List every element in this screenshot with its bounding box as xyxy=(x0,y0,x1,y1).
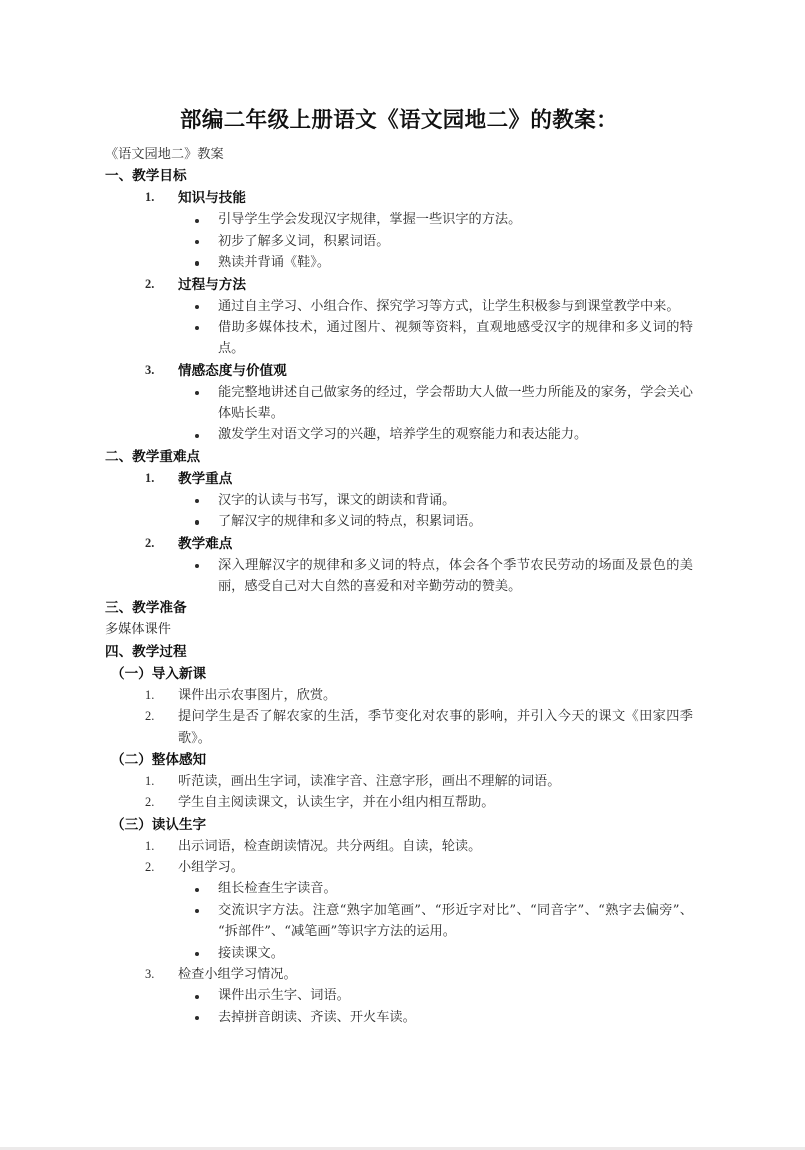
subgroup-label: 情感态度与价值观 xyxy=(178,362,287,379)
list-marker: 3. xyxy=(145,966,155,981)
list-item-text: 引导学生学会发现汉字规律，掌握一些识字的方法。 xyxy=(218,212,522,228)
subgroup-heading-knowledge-skills xyxy=(105,187,693,209)
subgroup-label: 教学难点 xyxy=(178,535,233,552)
subgroup-heading-difficult-points xyxy=(105,533,693,555)
bullet-icon xyxy=(195,952,199,956)
bullet-icon xyxy=(195,995,199,999)
list-item-text: 交流识字方法。注意“熟字加笔画”、“形近字对比”、“同音字”、“熟字去偏旁”、“拆部件”、“减笔画”等识字方法的运用。 xyxy=(218,902,693,940)
bullet-icon xyxy=(195,499,199,503)
bullet-icon xyxy=(195,434,199,438)
subsection-heading-read-recognize-characters: （三）读认生字 xyxy=(111,816,207,833)
list-item xyxy=(105,943,693,964)
list-item xyxy=(105,900,693,943)
list-item xyxy=(105,685,693,706)
bullet-icon xyxy=(195,261,199,265)
list-marker: 2. xyxy=(145,860,155,875)
list-item-text: 课件出示农事图片，欣赏。 xyxy=(178,687,337,703)
bullet-icon xyxy=(195,305,199,309)
list-item xyxy=(105,836,693,857)
list-item-text: 激发学生对语文学习的兴趣，培养学生的观察能力和表达能力。 xyxy=(218,427,588,443)
list-item-text: 了解汉字的规律和多义词的特点，积累词语。 xyxy=(218,514,482,530)
section-heading-process: 四、教学过程 xyxy=(105,643,187,660)
list-item xyxy=(105,857,693,878)
bullet-icon xyxy=(195,520,199,524)
list-item-text: 组长检查生字读音。 xyxy=(218,881,337,897)
list-item-text: 提问学生是否了解农家的生活，季节变化对农事的影响，并引入今天的课文《田家四季歌》。 xyxy=(178,709,693,746)
list-item xyxy=(105,555,693,598)
subgroup-label: 过程与方法 xyxy=(178,276,246,293)
subgroup-heading-process-methods xyxy=(105,274,693,296)
list-item-text: 检查小组学习情况。 xyxy=(178,966,297,982)
bullet-icon xyxy=(195,564,199,568)
list-item-text: 汉字的认读与书写，课文的朗读和背诵。 xyxy=(218,492,456,508)
list-marker: 2. xyxy=(145,709,155,724)
page-title: 部编二年级上册语文《语文园地二》的教案： xyxy=(179,108,618,133)
list-item-text: 小组学习。 xyxy=(178,860,244,876)
subgroup-heading-attitude-values xyxy=(105,360,693,382)
list-item-text: 初步了解多义词，积累词语。 xyxy=(218,233,390,249)
bullet-icon xyxy=(195,391,199,395)
list-item-text: 接读课文。 xyxy=(218,945,284,961)
bullet-icon xyxy=(195,909,199,913)
bullet-icon xyxy=(195,219,199,223)
list-item-text: 出示词语，检查朗读情况。共分两组。自读，轮读。 xyxy=(178,838,482,854)
bullet-icon xyxy=(195,240,199,244)
list-marker: 1. xyxy=(145,470,155,485)
subgroup-label: 知识与技能 xyxy=(178,190,246,207)
list-item xyxy=(105,296,693,317)
section-heading-preparation: 三、教学准备 xyxy=(105,600,187,617)
list-item-text: 去掉拼音朗读、齐读、开火车读。 xyxy=(218,1009,416,1025)
list-item xyxy=(105,252,693,273)
list-item-text: 借助多媒体技术，通过图片、视频等资料，直观地感受汉字的规律和多义词的特点。 xyxy=(218,319,693,357)
subgroup-heading-key-points xyxy=(105,468,693,490)
list-marker: 3. xyxy=(145,362,155,377)
document-body xyxy=(105,0,693,1028)
list-item xyxy=(105,490,693,511)
list-item-text: 听范读，画出生字词，读准字音、注意字形，画出不理解的词语。 xyxy=(178,773,561,789)
list-item-text: 深入理解汉字的规律和多义词的特点，体会各个季节农民劳动的场面及景色的美丽，感受自己对大自然的喜爱和对辛勤劳动的赞美。 xyxy=(218,557,693,594)
list-item-text: 课件出示生字、词语。 xyxy=(218,988,350,1004)
list-item xyxy=(105,209,693,230)
bullet-icon xyxy=(195,888,199,892)
list-item-text: 能完整地讲述自己做家务的经过，学会帮助大人做一些力所能及的家务，学会关心体贴长辈。 xyxy=(218,384,693,422)
subsection-heading-introduce-lesson: （一）导入新课 xyxy=(111,665,207,682)
list-marker: 1. xyxy=(145,190,155,205)
document-subtitle: 《语文园地二》教案 xyxy=(105,147,224,163)
list-marker: 1. xyxy=(145,773,155,788)
list-item xyxy=(105,424,693,445)
subsection-heading-overall-perception: （二）整体感知 xyxy=(111,751,207,768)
list-marker: 2. xyxy=(145,535,155,550)
section-heading-key-difficult-points: 二、教学重难点 xyxy=(105,448,201,465)
section-heading-objectives: 一、教学目标 xyxy=(105,168,187,185)
list-marker: 1. xyxy=(145,687,155,702)
list-item xyxy=(105,706,693,749)
list-item xyxy=(105,878,693,899)
list-item xyxy=(105,771,693,792)
list-item xyxy=(105,1007,693,1028)
list-item-text: 学生自主阅读课文，认读生字，并在小组内相互帮助。 xyxy=(178,795,495,811)
bullet-icon xyxy=(195,1016,199,1020)
list-item xyxy=(105,511,693,532)
bullet-icon xyxy=(195,326,199,330)
list-item-text: 熟读并背诵《鞋》。 xyxy=(218,255,331,271)
list-marker: 2. xyxy=(145,795,155,810)
list-item xyxy=(105,317,693,360)
subgroup-label: 教学重点 xyxy=(178,470,233,487)
list-item xyxy=(105,985,693,1006)
list-item-text: 通过自主学习、小组合作、探究学习等方式，让学生积极参与到课堂教学中来。 xyxy=(218,298,680,314)
list-marker: 2. xyxy=(145,276,155,291)
list-item xyxy=(105,964,693,985)
list-item xyxy=(105,382,693,425)
list-item xyxy=(105,792,693,813)
list-marker: 1. xyxy=(145,838,155,853)
list-item xyxy=(105,231,693,252)
preparation-body: 多媒体课件 xyxy=(105,622,171,638)
